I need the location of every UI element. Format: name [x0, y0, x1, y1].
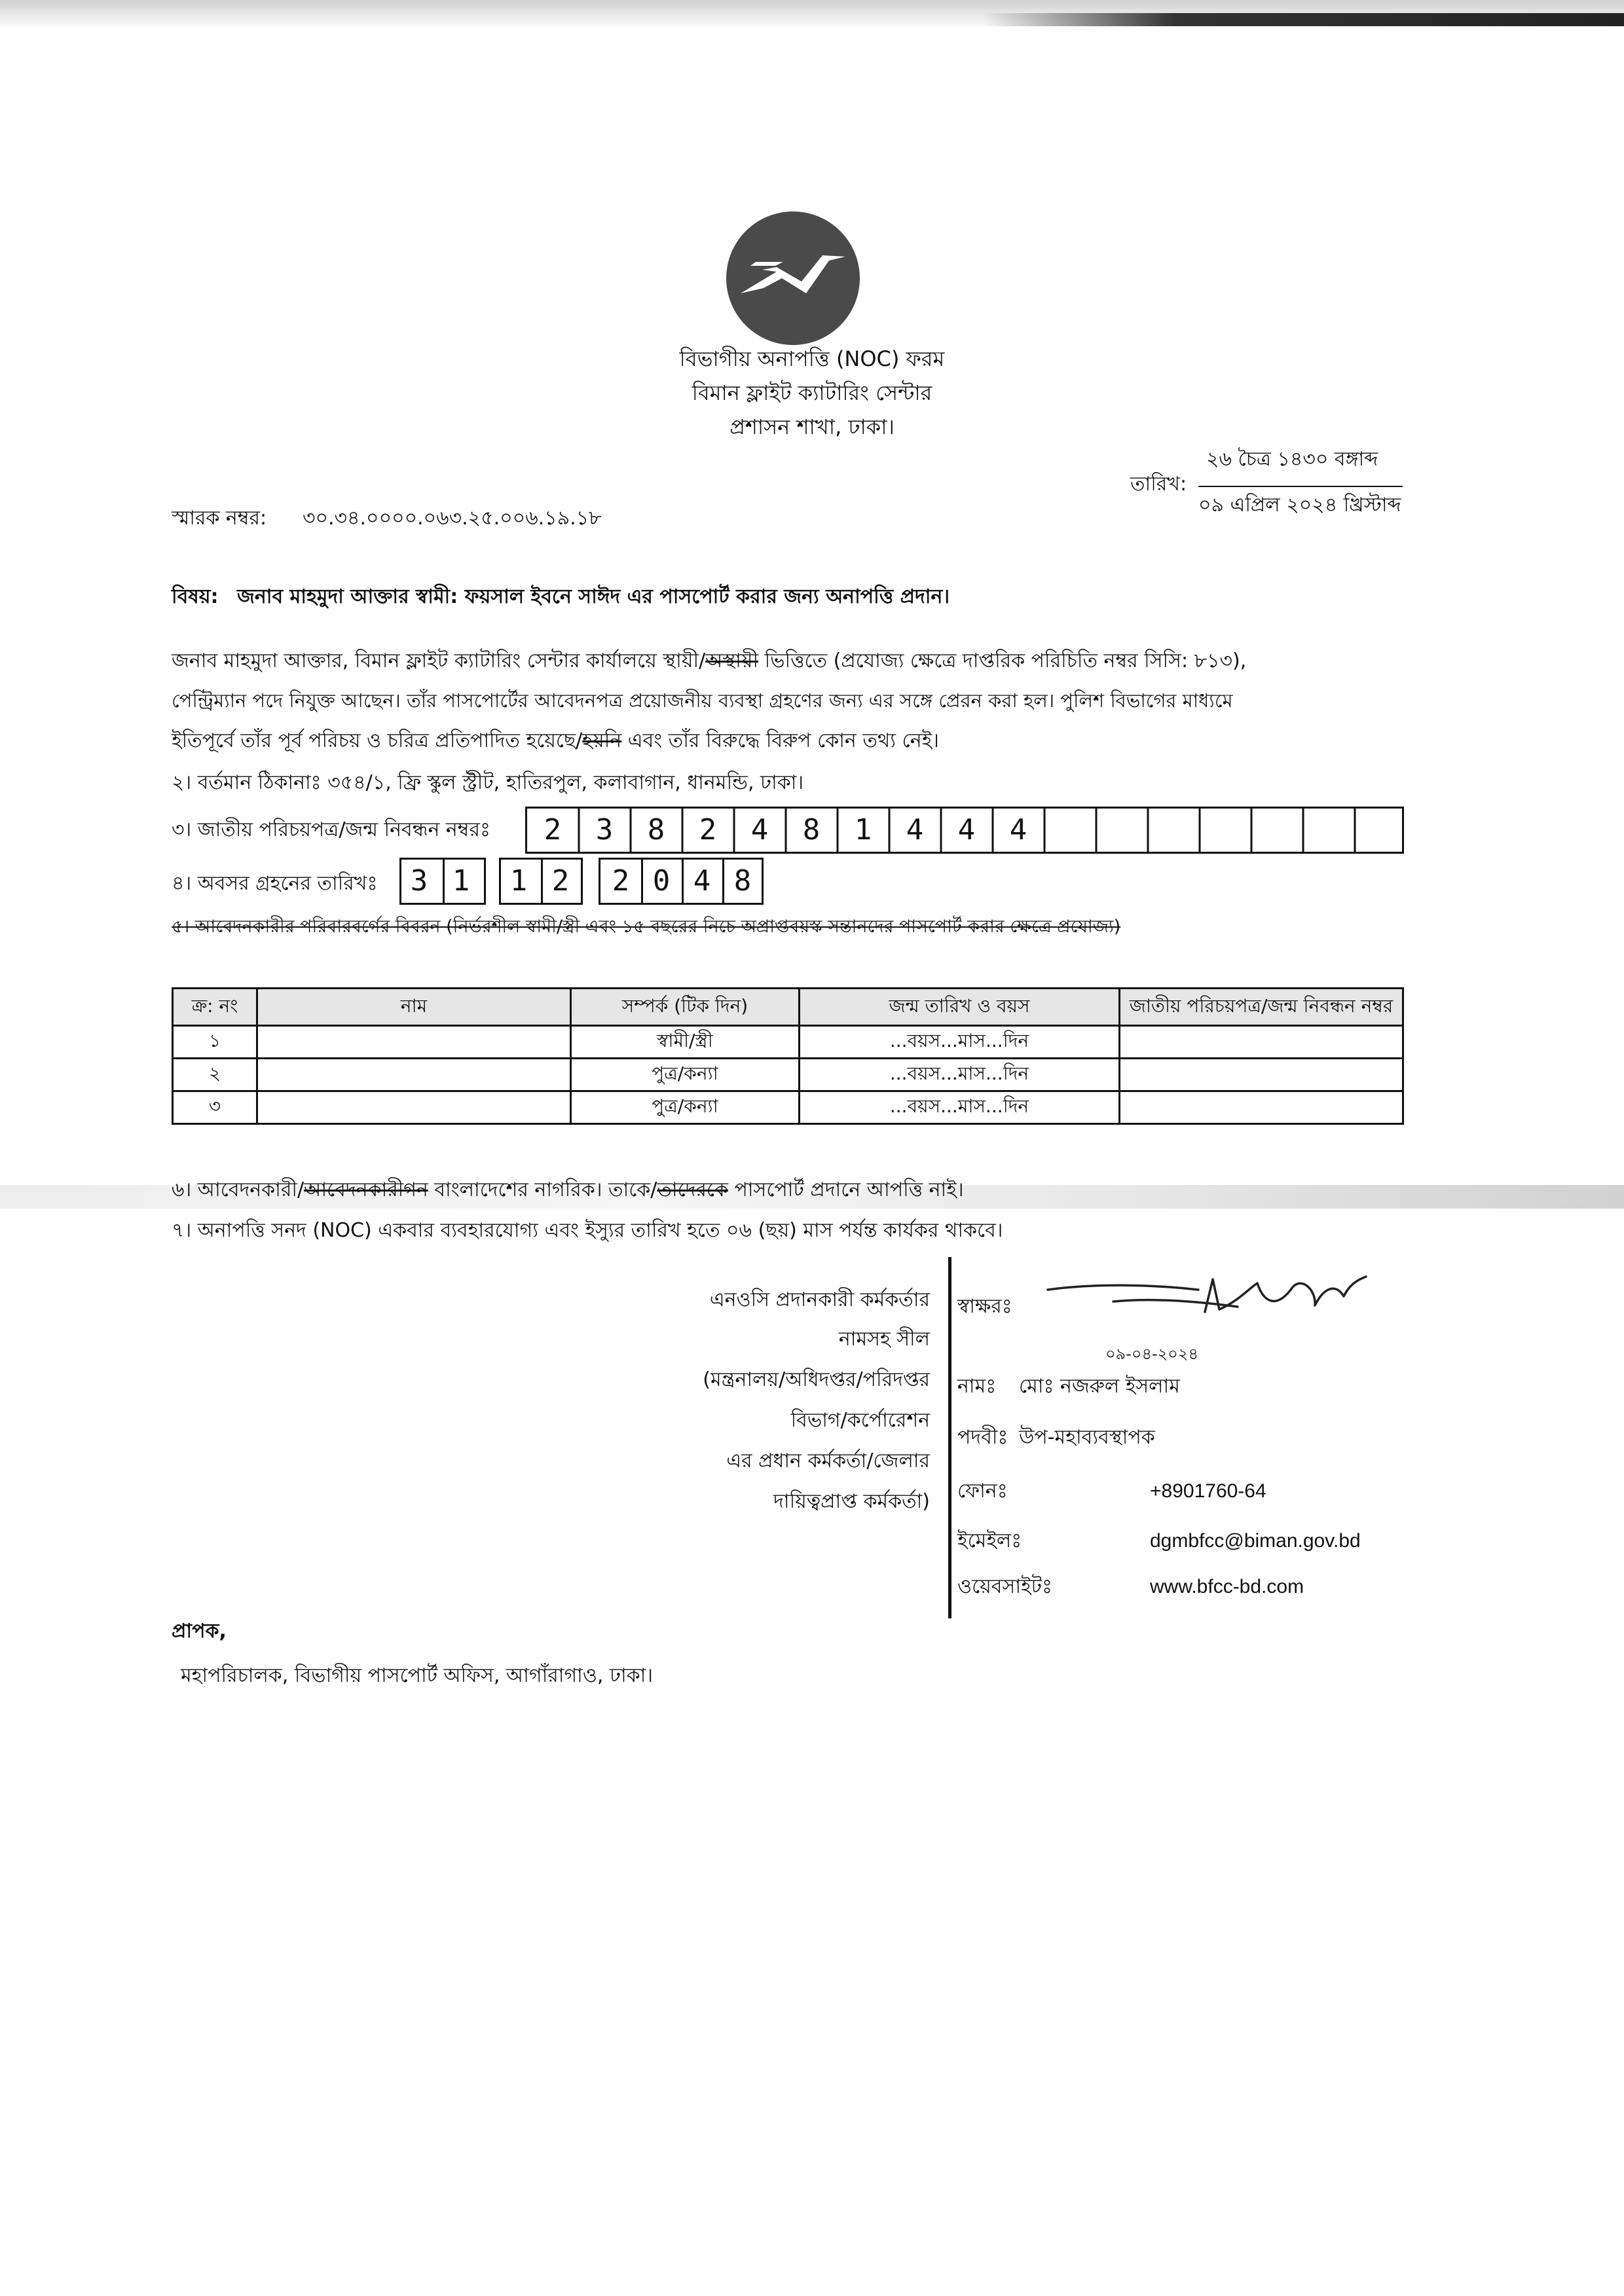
table-cell: [1120, 1091, 1403, 1124]
family-details-label: ৫। আবেদনকারীর পরিবারবর্গের বিবরন (নির্ভরশীল স্বামী/স্ত্রী এবং ১৫ বছরের নিচে অপ্রাপ্তবয়স্ক সন্তানদের পাসপোর্ট করার ক্ষেত্রে প্রযোজ্য): [172, 917, 1121, 937]
officer-designation: উপ-মহাব্যবস্থাপক: [1019, 1426, 1155, 1449]
table-cell: [257, 1091, 571, 1124]
retirement-day-digit: 3: [410, 864, 428, 898]
table-header-row: [173, 989, 1403, 1026]
biman-logo-icon: [724, 210, 862, 347]
subject-text: জনাব মাহমুদা আক্তার স্বামী: ফয়সাল ইবনে সাঈদ এর পাসপোর্ট করার জন্য অনাপত্তি প্রদান।: [237, 585, 950, 608]
nid-digit: 2: [699, 813, 717, 847]
subject-label: বিষয়:: [172, 585, 219, 608]
table-header-cell: সম্পর্ক (টিক দিন): [571, 989, 800, 1026]
memo-label: স্মারক নম্বর:: [172, 507, 267, 530]
table-header-cell: জাতীয় পরিচয়পত্র/জন্ম নিবন্ধন নম্বর: [1120, 989, 1403, 1026]
officer-website: www.bfcc-bd.com: [1150, 1576, 1304, 1597]
table-header-cell: নাম: [257, 989, 571, 1026]
organization-name: বিমান ফ্লাইট ক্যাটারিং সেন্টার: [692, 380, 932, 405]
table-cell: ...বয়স...মাস...দিন: [800, 1059, 1120, 1091]
retirement-year-digit: 8: [733, 864, 752, 898]
table-row: [173, 1059, 1403, 1091]
table-header-cell: জন্ম তারিখ ও বয়স: [800, 989, 1120, 1026]
table-cell: ...বয়স...মাস...দিন: [800, 1026, 1120, 1059]
table-cell: পুত্র/কন্যা: [571, 1091, 800, 1124]
family-table: [172, 987, 1404, 1125]
website-label: ওয়েবসাইটঃ: [957, 1575, 1052, 1598]
table-header-cell: ক্র: নং: [173, 989, 257, 1026]
address-line: ২। বর্তমান ঠিকানাঃ ৩৫৪/১, ফ্রি স্কুল স্ট্রীট, হাতিরপুল, কলাবাগান, ধানমন্ডি, ঢাকা।: [172, 771, 804, 794]
officer-phone: +8901760-64: [1150, 1480, 1266, 1502]
scan-top-shadow: [982, 13, 1624, 26]
recipient-address: মহাপরিচালক, বিভাগীয় পাসপোর্ট অফিস, আগাঁরাগাও, ঢাকা।: [181, 1664, 654, 1687]
table-cell: [257, 1026, 571, 1059]
officer-caption-line: এর প্রধান কর্মকর্তা/জেলার: [726, 1449, 930, 1472]
date-gregorian: ০৯ এপ্রিল ২০২৪ খ্রিস্টাব্দ: [1198, 494, 1401, 517]
officer-caption-line: এনওসি প্রদানকারী কর্মকর্তার: [709, 1288, 930, 1311]
table-row: [173, 1091, 1403, 1124]
signature-divider: [948, 1257, 951, 1618]
retirement-year-digit: 4: [693, 864, 711, 898]
retirement-year-box: [599, 858, 764, 905]
nid-digit: 4: [750, 813, 769, 847]
table-cell: ২: [173, 1059, 257, 1091]
retirement-month-digit: 1: [509, 864, 528, 898]
memo-number: ৩০.৩৪.০০০০.০৬৩.২৫.০০৬.১৯.১৮: [303, 507, 602, 530]
nid-digit-box: [525, 807, 1404, 854]
retirement-month-box: [499, 858, 583, 905]
body-line-3: ইতিপূর্বে তাঁর পূর্ব পরিচয় ও চরিত্র প্রতিপাদিত হয়েছে/হয়নি এবং তাঁর বিরুদ্ধে বিরুপ কোন তথ্য নেই।: [172, 729, 939, 752]
body-line-2: পেন্ট্রিম্যান পদে নিযুক্ত আছেন। তাঁর পাসপোর্টের আবেদনপত্র প্রয়োজনীয় ব্যবস্থা গ্রহণের জন্য এর সঙ্গে প্রেরন করা হল। পুলিশ বিভাগের মাধ্যমে: [172, 689, 1233, 712]
table-cell: স্বামী/স্ত্রী: [571, 1026, 800, 1059]
officer-caption-line: বিভাগ/কর্পোরেশন: [790, 1409, 930, 1432]
table-cell: [257, 1059, 571, 1091]
retirement-year-digit: 2: [612, 864, 630, 898]
recipient-label: প্রাপক,: [172, 1620, 227, 1643]
officer-caption-line: দায়িত্বপ্রাপ্ত কর্মকর্তা): [773, 1490, 930, 1513]
nid-digit: 4: [957, 813, 976, 847]
phone-label: ফোনঃ: [957, 1480, 1008, 1503]
nid-digit: 4: [906, 813, 924, 847]
date-bangla: ২৬ চৈত্র ১৪৩০ বঙ্গাব্দ: [1206, 448, 1378, 471]
retirement-day-box: [399, 858, 486, 905]
officer-caption-line: (মন্ত্রনালয়/অধিদপ্তর/পরিদপ্তর: [703, 1368, 930, 1391]
table-cell: ১: [173, 1026, 257, 1059]
table-cell: ...বয়স...মাস...দিন: [800, 1091, 1120, 1124]
officer-caption-line: নামসহ সীল: [838, 1328, 930, 1351]
form-title: বিভাগীয় অনাপত্তি (NOC) ফরম: [679, 346, 945, 371]
date-divider: [1198, 486, 1403, 487]
citizenship-statement: ৬। আবেদনকারী/আবেদনকারীগন বাংলাদেশের নাগরিক। তাকে/তাদেরকে পাসপোর্ট প্রদানে আপত্তি নাই।: [172, 1178, 964, 1201]
nid-digit: 8: [802, 813, 821, 847]
name-label: নামঃ: [957, 1375, 997, 1398]
nid-digit: 8: [647, 813, 665, 847]
department-name: প্রশাসন শাখা, ঢাকা।: [729, 414, 895, 439]
validity-statement: ৭। অনাপত্তি সনদ (NOC) একবার ব্যবহারযোগ্য এবং ইস্যুর তারিখ হতে ০৬ (ছয়) মাস পর্যন্ত কার্যকর থাকবে।: [172, 1219, 1003, 1242]
nid-digit: 3: [595, 813, 614, 847]
officer-email: dgmbfcc@biman.gov.bd: [1150, 1530, 1361, 1552]
table-cell: [1120, 1059, 1403, 1091]
retirement-label: ৪। অবসর গ্রহনের তারিখঃ: [172, 872, 378, 895]
nid-digit: 4: [1009, 813, 1027, 847]
signature: [1041, 1264, 1382, 1336]
retirement-month-digit: 2: [551, 864, 570, 898]
officer-name: মোঃ নজরুল ইসলাম: [1019, 1375, 1180, 1398]
designation-label: পদবীঃ: [957, 1426, 1008, 1449]
table-cell: [1120, 1026, 1403, 1059]
table-cell: ৩: [173, 1091, 257, 1124]
nid-digit: 1: [854, 813, 872, 847]
table-cell: পুত্র/কন্যা: [571, 1059, 800, 1091]
retirement-year-digit: 0: [652, 864, 671, 898]
retirement-day-digit: 1: [452, 864, 470, 898]
body-line-1: জনাব মাহমুদা আক্তার, বিমান ফ্লাইট ক্যাটারিং সেন্টার কার্যালয়ে স্থায়ী/অস্থায়ী ভিত্তিতে (প্রযোজ্য ক্ষেত্রে দাপ্তরিক পরিচিতি নম্বর সিসি: ৮১৩),: [172, 649, 1247, 672]
nid-digit: 2: [544, 813, 562, 847]
signature-label: স্বাক্ষরঃ: [957, 1295, 1012, 1318]
date-label: তারিখ:: [1130, 473, 1187, 496]
email-label: ইমেইলঃ: [957, 1529, 1022, 1552]
nid-label: ৩। জাতীয় পরিচয়পত্র/জন্ম নিবন্ধন নম্বরঃ: [172, 818, 490, 841]
table-row: [173, 1026, 1403, 1059]
signature-date: ০৯-০৪-২০২৪: [1105, 1345, 1199, 1363]
